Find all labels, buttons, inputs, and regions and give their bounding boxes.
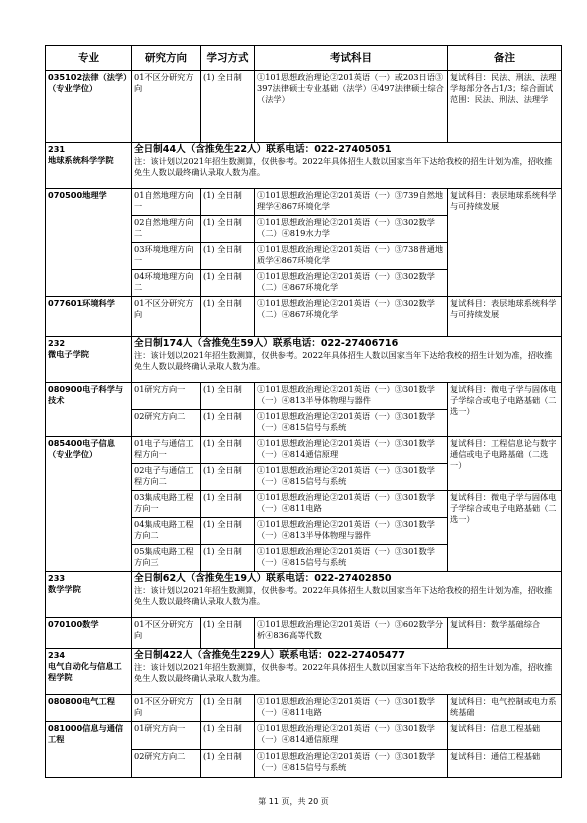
- mode-cell: (1) 全日制: [201, 297, 255, 337]
- faculty-headline: 全日制174人（含推免生59人）联系电话：022-27406716: [134, 338, 399, 349]
- exam-cell: ①101思想政治理论②201英语（一）③301数学（一）④814通信原理: [255, 722, 448, 750]
- table-row: [46, 437, 562, 464]
- table-row: [46, 722, 562, 750]
- faculty-headline: 全日制422人（含推免生229人）联系电话：022-27405477: [134, 650, 405, 661]
- mode-cell: (1) 全日制: [201, 189, 255, 216]
- exam-cell: ①101思想政治理论②201英语（一）③301数学（一）④815信号与系统: [255, 750, 448, 778]
- direction-cell: 01不区分研究方向: [132, 695, 201, 722]
- faculty-name: 233 数学学院: [46, 572, 132, 618]
- major-cell: 080800电气工程: [46, 695, 132, 722]
- table-row: [46, 71, 562, 143]
- faculty-headline: 全日制62人（含推免生19人）联系电话：022-27402850: [134, 573, 392, 584]
- faculty-row: [46, 649, 562, 695]
- faculty-note: 注：该计划以2021年招生数测算，仅供参考。2022年具体招生人数以国家当年下达给我校的招生计划为准，招收推免生人数以最终确认录取人数为准。: [134, 662, 553, 683]
- faculty-row: [46, 572, 562, 618]
- remarks-cell: 复试科目：微电子学与固体电子学综合或电子电路基础（二选一）: [448, 383, 562, 437]
- header-direction: 研究方向: [132, 46, 201, 71]
- direction-cell: 02自然地理方向二: [132, 216, 201, 243]
- faculty-note: 注：该计划以2021年招生数测算，仅供参考。2022年具体招生人数以国家当年下达给我校的招生计划为准，招收推免生人数以最终确认录取人数为准。: [134, 156, 553, 177]
- remarks-cell: 复试科目：微电子学与固体电子学综合或电子电路基础（二选一）: [448, 491, 562, 572]
- mode-cell: (1) 全日制: [201, 518, 255, 545]
- remarks-cell: 复试科目：通信工程基础: [448, 750, 562, 778]
- direction-cell: 03集成电路工程方向一: [132, 491, 201, 518]
- header-major: 专业: [46, 46, 132, 71]
- mode-cell: (1) 全日制: [201, 410, 255, 437]
- direction-cell: 02电子与通信工程方向二: [132, 464, 201, 491]
- major-cell: 080900电子科学与技术: [46, 383, 132, 437]
- mode-cell: (1) 全日制: [201, 243, 255, 270]
- direction-cell: 01电子与通信工程方向一: [132, 437, 201, 464]
- major-cell: 085400电子信息（专业学位）: [46, 437, 132, 572]
- direction-cell: 02研究方向二: [132, 750, 201, 778]
- exam-cell: ①101思想政治理论②201英语（一）或203日语③397法律硕士专业基础（法学）④497法律硕士综合（法学）: [255, 71, 448, 143]
- faculty-info: [132, 649, 562, 695]
- faculty-name: 232 微电子学院: [46, 337, 132, 383]
- major-cell: 070500地理学: [46, 189, 132, 297]
- direction-cell: 03环境地理方向一: [132, 243, 201, 270]
- mode-cell: (1) 全日制: [201, 695, 255, 722]
- faculty-row: [46, 143, 562, 189]
- table-header-row: [46, 46, 562, 71]
- exam-cell: ①101思想政治理论②201英语（一）③739自然地理学④867环境化学: [255, 189, 448, 216]
- major-cell: 035102法律（法学）（专业学位）: [46, 71, 132, 143]
- remarks-cell: 复试科目：表层地球系统科学与可持续发展: [448, 297, 562, 337]
- exam-cell: ①101思想政治理论②201英语（一）③301数学（一）④815信号与系统: [255, 464, 448, 491]
- mode-cell: (1) 全日制: [201, 491, 255, 518]
- exam-cell: ①101思想政治理论②201英语（一）③301数学（一）④811电路: [255, 695, 448, 722]
- major-cell: 081000信息与通信工程: [46, 722, 132, 778]
- exam-cell: ①101思想政治理论②201英语（一）③302数学（二）④867环境化学: [255, 297, 448, 337]
- direction-cell: 01不区分研究方向: [132, 618, 201, 649]
- remarks-cell: 复试科目：电气控制或电力系统基础: [448, 695, 562, 722]
- faculty-info: [132, 572, 562, 618]
- exam-cell: ①101思想政治理论②201英语（一）③301数学（一）④815信号与系统: [255, 545, 448, 572]
- table-row: [46, 695, 562, 722]
- direction-cell: 01不区分研究方向: [132, 71, 201, 143]
- table-row: [46, 189, 562, 216]
- remarks-cell: 复试科目：工程信息论与数字通信或电子电路基础（二选一）: [448, 437, 562, 491]
- faculty-note: 注：该计划以2021年招生数测算，仅供参考。2022年具体招生人数以国家当年下达给我校的招生计划为准，招收推免生人数以最终确认录取人数为准。: [134, 585, 553, 606]
- faculty-row: [46, 337, 562, 383]
- exam-cell: ①101思想政治理论②201英语（一）③738普通地质学④867环境化学: [255, 243, 448, 270]
- remarks-cell: 复试科目：表层地球系统科学与可持续发展: [448, 189, 562, 297]
- faculty-note: 注：该计划以2021年招生数测算，仅供参考。2022年具体招生人数以国家当年下达给我校的招生计划为准，招收推免生人数以最终确认录取人数为准。: [134, 350, 553, 371]
- admissions-table: [45, 45, 562, 778]
- table-row: [46, 383, 562, 410]
- direction-cell: 04环境地理方向二: [132, 270, 201, 297]
- mode-cell: (1) 全日制: [201, 750, 255, 778]
- exam-cell: ①101思想政治理论②201英语（一）③301数学（一）④814通信原理: [255, 437, 448, 464]
- direction-cell: 04集成电路工程方向二: [132, 518, 201, 545]
- direction-cell: 01研究方向一: [132, 383, 201, 410]
- mode-cell: (1) 全日制: [201, 383, 255, 410]
- major-cell: 070100数学: [46, 618, 132, 649]
- exam-cell: ①101思想政治理论②201英语（一）③301数学（一）④815信号与系统: [255, 410, 448, 437]
- exam-cell: ①101思想政治理论②201英语（一）③602数学分析④836高等代数: [255, 618, 448, 649]
- mode-cell: (1) 全日制: [201, 464, 255, 491]
- exam-cell: ①101思想政治理论②201英语（一）③302数学（二）④867环境化学: [255, 270, 448, 297]
- mode-cell: (1) 全日制: [201, 71, 255, 143]
- header-mode: 学习方式: [201, 46, 255, 71]
- faculty-info: [132, 337, 562, 383]
- header-remarks: 备注: [448, 46, 562, 71]
- exam-cell: ①101思想政治理论②201英语（一）③302数学（二）④819水力学: [255, 216, 448, 243]
- remarks-cell: 复试科目：数学基础综合: [448, 618, 562, 649]
- direction-cell: 01研究方向一: [132, 722, 201, 750]
- direction-cell: 05集成电路工程方向三: [132, 545, 201, 572]
- mode-cell: (1) 全日制: [201, 618, 255, 649]
- direction-cell: 02研究方向二: [132, 410, 201, 437]
- faculty-name: 234 电气自动化与信息工程学院: [46, 649, 132, 695]
- exam-cell: ①101思想政治理论②201英语（一）③301数学（一）④813半导体物理与器件: [255, 518, 448, 545]
- page-footer: 第 11 页，共 20 页: [258, 797, 329, 806]
- table-row: [46, 618, 562, 649]
- mode-cell: (1) 全日制: [201, 545, 255, 572]
- exam-cell: ①101思想政治理论②201英语（一）③301数学（一）④811电路: [255, 491, 448, 518]
- faculty-name: 231 地球系统科学学院: [46, 143, 132, 189]
- faculty-info: [132, 143, 562, 189]
- mode-cell: (1) 全日制: [201, 722, 255, 750]
- header-exam: 考试科目: [255, 46, 448, 71]
- direction-cell: 01不区分研究方向: [132, 297, 201, 337]
- remarks-cell: 复试科目：民法、刑法、法理学每部分各占1/3；综合面试范围：民法、刑法、法理学: [448, 71, 562, 143]
- mode-cell: (1) 全日制: [201, 437, 255, 464]
- remarks-cell: 复试科目：信息工程基础: [448, 722, 562, 750]
- faculty-headline: 全日制44人（含推免生22人）联系电话：022-27405051: [134, 144, 392, 155]
- direction-cell: 01自然地理方向一: [132, 189, 201, 216]
- major-cell: 077601环境科学: [46, 297, 132, 337]
- mode-cell: (1) 全日制: [201, 216, 255, 243]
- mode-cell: (1) 全日制: [201, 270, 255, 297]
- exam-cell: ①101思想政治理论②201英语（一）③301数学（一）④813半导体物理与器件: [255, 383, 448, 410]
- table-row: [46, 297, 562, 337]
